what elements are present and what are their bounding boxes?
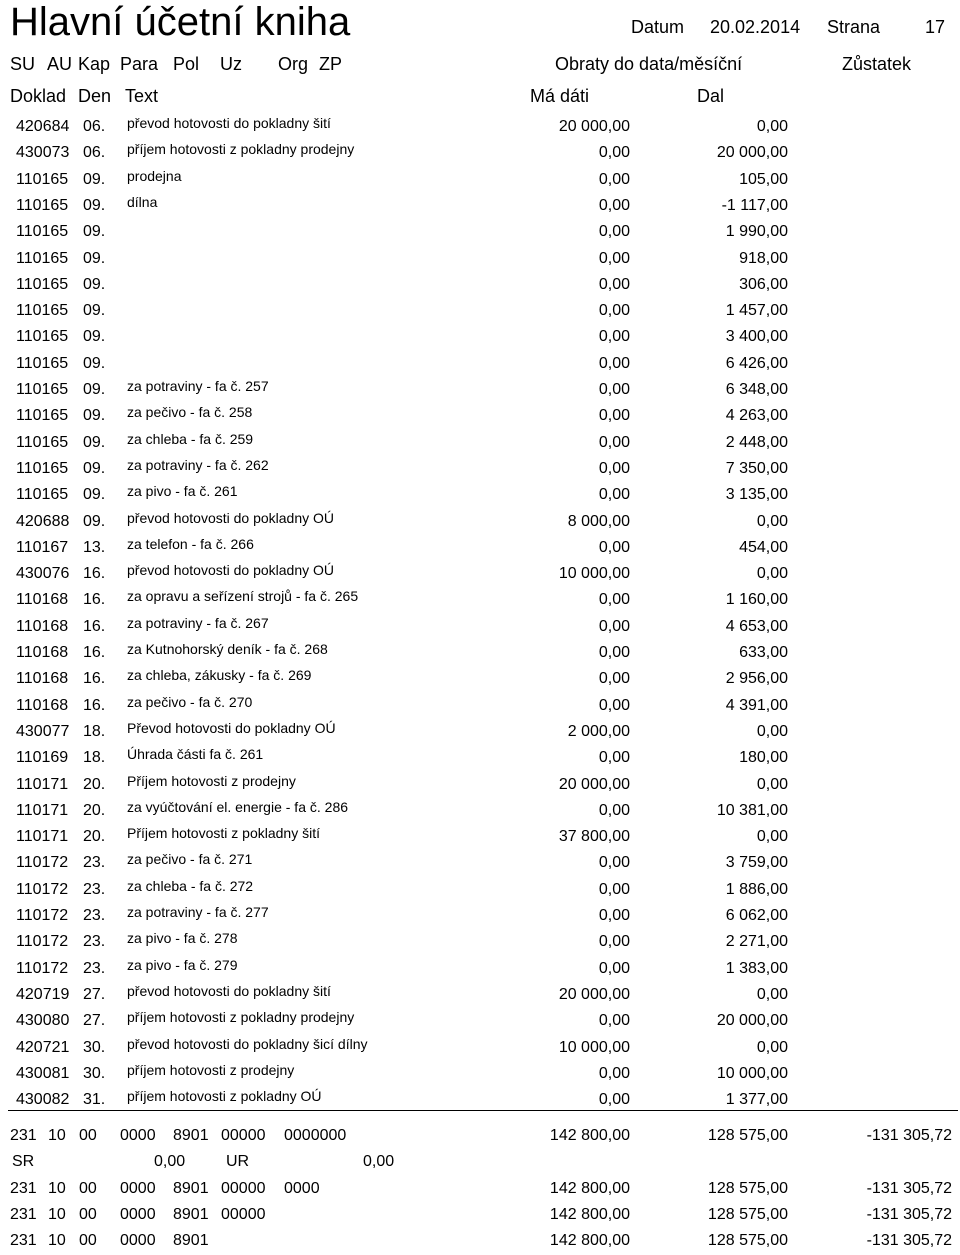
table-row [0, 878, 960, 904]
den-cell: 20. [83, 775, 106, 793]
summary-uz: 00000 [221, 1206, 266, 1223]
summary-para: 0000 [120, 1180, 156, 1197]
summary-zustatek: -131 305,72 [866, 1180, 952, 1197]
table-row [0, 273, 960, 299]
doklad-cell: 110172 [16, 959, 69, 977]
table-row [0, 957, 960, 983]
ma-dati-cell: 0,00 [598, 591, 630, 609]
doklad-cell: 430073 [16, 144, 70, 162]
dal-cell: 1 990,00 [725, 223, 788, 241]
doklad-cell: 110172 [16, 854, 69, 872]
summary-ma-dati: 142 800,00 [549, 1232, 630, 1249]
ma-dati-cell: 0,00 [598, 933, 630, 951]
summary-row [0, 1177, 960, 1203]
summary-para: 0000 [120, 1206, 156, 1223]
col-para: Para [120, 54, 159, 74]
summary-kap: 00 [79, 1127, 97, 1144]
den-cell: 09. [83, 512, 106, 530]
doklad-cell: 420688 [16, 512, 70, 530]
den-cell: 23. [83, 880, 106, 898]
den-cell: 23. [83, 933, 106, 951]
ma-dati-cell: 0,00 [598, 959, 630, 977]
summary-pol: 8901 [173, 1206, 209, 1223]
doklad-cell: 420684 [16, 118, 70, 135]
sr-value: 0,00 [154, 1153, 186, 1170]
den-cell: 18. [83, 749, 106, 767]
doklad-cell: 110172 [16, 907, 69, 924]
dal-cell: 1 160,00 [725, 591, 788, 609]
den-cell: 09. [83, 354, 106, 372]
den-cell: 09. [83, 302, 106, 320]
dal-cell: 454,00 [739, 538, 788, 556]
table-row [0, 325, 960, 351]
table-row [0, 588, 960, 614]
dal-cell: 918,00 [739, 249, 788, 267]
den-cell: 09. [83, 196, 106, 214]
ma-dati-cell: 20 000,00 [558, 775, 630, 793]
dal-cell: 6 426,00 [725, 354, 788, 372]
summary-dal: 128 575,00 [707, 1180, 788, 1197]
table-row [0, 115, 960, 141]
ma-dati-cell: 0,00 [598, 249, 630, 267]
ma-dati-cell: 0,00 [598, 196, 630, 214]
col-au: AU [47, 54, 73, 74]
summary-au: 10 [48, 1180, 66, 1197]
summary-su: 231 [10, 1180, 37, 1197]
text-cell: příjem hotovosti z prodejny [127, 1061, 295, 1078]
col-text: Text [125, 86, 159, 106]
doklad-cell: 110165 [16, 459, 69, 477]
summary-au: 10 [48, 1232, 66, 1249]
dal-cell: -1 117,00 [721, 196, 788, 214]
table-row [0, 930, 960, 956]
doklad-cell: 110165 [16, 381, 69, 398]
datum-value: 20.02.2014 [710, 17, 801, 37]
den-cell: 06. [83, 144, 106, 162]
text-cell: za pivo - fa č. 279 [127, 956, 238, 973]
doklad-cell: 110165 [16, 486, 69, 504]
ma-dati-cell: 0,00 [598, 433, 630, 451]
ma-dati-cell: 0,00 [598, 670, 630, 688]
den-cell: 09. [83, 328, 106, 346]
summary-su: 231 [10, 1206, 37, 1223]
col-den: Den [78, 86, 112, 106]
summary-kap: 00 [79, 1232, 97, 1249]
ma-dati-cell: 2 000,00 [567, 722, 630, 740]
summary-divider [8, 1110, 958, 1111]
den-cell: 09. [83, 170, 106, 188]
summary-su: 231 [10, 1232, 37, 1249]
dal-cell: 3 135,00 [725, 486, 788, 504]
page-title: Hlavní účetní kniha [10, 0, 351, 44]
table-row [0, 168, 960, 194]
table-row [0, 851, 960, 877]
summary-au: 10 [48, 1127, 66, 1144]
dal-cell: 180,00 [739, 749, 788, 767]
doklad-cell: 110167 [16, 538, 69, 556]
ma-dati-cell: 0,00 [598, 459, 630, 477]
summary-row [0, 1203, 960, 1229]
col-zustatek: Zůstatek [842, 54, 912, 74]
den-cell: 20. [83, 801, 106, 819]
sr-ur-row [0, 1150, 960, 1176]
den-cell: 09. [83, 275, 106, 293]
text-cell: převod hotovosti do pokladny šicí dílny [127, 1035, 368, 1052]
den-cell: 09. [83, 381, 106, 398]
dal-cell: 10 000,00 [716, 1064, 788, 1082]
den-cell: 23. [83, 854, 106, 872]
ma-dati-cell: 0,00 [598, 328, 630, 346]
table-row [0, 536, 960, 562]
den-cell: 09. [83, 486, 106, 504]
summary-kap: 00 [79, 1180, 97, 1197]
den-cell: 09. [83, 249, 106, 267]
den-cell: 31. [83, 1091, 106, 1109]
summary-zustatek: -131 305,72 [866, 1206, 952, 1223]
dal-cell: 1 377,00 [725, 1091, 788, 1109]
text-cell: za Kutnohorský deník - fa č. 268 [127, 641, 328, 657]
summary-ma-dati: 142 800,00 [549, 1206, 630, 1223]
doklad-cell: 110172 [16, 880, 69, 898]
den-cell: 09. [83, 459, 106, 477]
text-cell: za potraviny - fa č. 262 [127, 456, 269, 473]
summary-zustatek: -131 305,72 [866, 1232, 952, 1249]
table-row [0, 694, 960, 720]
doklad-cell: 110168 [16, 696, 69, 714]
summary-row [0, 1124, 960, 1150]
text-cell: za pivo - fa č. 261 [127, 483, 238, 500]
dal-cell: 0,00 [756, 565, 788, 583]
table-row [0, 904, 960, 930]
den-cell: 20. [83, 828, 106, 846]
dal-cell: 3 400,00 [725, 328, 788, 346]
text-cell: za telefon - fa č. 266 [127, 535, 254, 552]
doklad-cell: 420719 [16, 985, 70, 1003]
ma-dati-cell: 10 000,00 [558, 565, 630, 583]
text-cell: prodejna [127, 167, 182, 184]
doklad-cell: 110165 [16, 407, 69, 425]
text-cell: za potraviny - fa č. 267 [127, 614, 269, 631]
ma-dati-cell: 0,00 [598, 1064, 630, 1082]
den-cell: 09. [83, 407, 106, 425]
dal-cell: 0,00 [756, 985, 788, 1003]
dal-cell: 1 457,00 [725, 302, 788, 320]
sr-label: SR [12, 1153, 35, 1170]
den-cell: 09. [83, 223, 106, 241]
doklad-cell: 110165 [16, 433, 69, 451]
summary-uz: 00000 [221, 1180, 266, 1197]
den-cell: 30. [83, 1064, 106, 1082]
table-row [0, 615, 960, 641]
summary-org: 0000000 [284, 1127, 347, 1144]
dal-cell: 20 000,00 [716, 1012, 788, 1030]
den-cell: 27. [83, 1012, 106, 1030]
doklad-cell: 110169 [16, 749, 69, 767]
dal-cell: 20 000,00 [716, 144, 788, 162]
doklad-cell: 110171 [16, 828, 69, 846]
doklad-cell: 110168 [16, 670, 69, 688]
summary-dal: 128 575,00 [707, 1127, 788, 1144]
den-cell: 18. [83, 722, 106, 740]
ma-dati-cell: 37 800,00 [558, 828, 630, 846]
text-cell: za pečivo - fa č. 258 [127, 404, 253, 421]
text-cell: za chleba - fa č. 259 [127, 430, 254, 447]
dal-cell: 633,00 [739, 644, 788, 661]
text-cell: převod hotovosti do pokladny šití [127, 115, 331, 131]
den-cell: 16. [83, 565, 106, 583]
dal-cell: 7 350,00 [725, 459, 788, 477]
datum-label: Datum [631, 17, 685, 37]
ma-dati-cell: 10 000,00 [558, 1038, 630, 1056]
den-cell: 23. [83, 959, 106, 977]
table-row [0, 562, 960, 588]
ma-dati-cell: 20 000,00 [558, 985, 630, 1003]
ma-dati-cell: 0,00 [598, 1012, 630, 1030]
dal-cell: 1 383,00 [725, 959, 788, 977]
ma-dati-cell: 0,00 [598, 617, 630, 635]
table-row [0, 1009, 960, 1035]
dal-cell: 1 886,00 [725, 880, 788, 898]
dal-cell: 0,00 [756, 775, 788, 793]
ma-dati-cell: 0,00 [598, 644, 630, 661]
doklad-cell: 110165 [16, 170, 69, 188]
ur-value: 0,00 [363, 1153, 395, 1170]
table-row [0, 773, 960, 799]
doklad-cell: 430077 [16, 722, 70, 740]
ur-label: UR [226, 1153, 250, 1170]
text-cell: převod hotovosti do pokladny šití [127, 982, 331, 999]
table-row [0, 667, 960, 693]
table-row [0, 1062, 960, 1088]
table-row [0, 247, 960, 273]
ma-dati-cell: 0,00 [598, 381, 630, 398]
table-row [0, 431, 960, 457]
ma-dati-cell: 0,00 [598, 275, 630, 293]
dal-cell: 306,00 [739, 275, 788, 293]
text-cell: za chleba - fa č. 272 [127, 877, 254, 894]
table-row [0, 799, 960, 825]
dal-cell: 0,00 [756, 1038, 788, 1056]
text-cell: Převod hotovosti do pokladny OÚ [127, 719, 336, 736]
table-row [0, 194, 960, 220]
doklad-cell: 110165 [16, 354, 69, 372]
doklad-cell: 110172 [16, 933, 69, 951]
table-row [0, 1036, 960, 1062]
summary-kap: 00 [79, 1206, 97, 1223]
doklad-cell: 430081 [16, 1064, 70, 1082]
summary-org: 0000 [284, 1180, 320, 1197]
dal-cell: 0,00 [756, 512, 788, 530]
dal-cell: 4 653,00 [725, 617, 788, 635]
den-cell: 30. [83, 1038, 106, 1056]
ma-dati-cell: 0,00 [598, 170, 630, 188]
text-cell: za potraviny - fa č. 277 [127, 904, 269, 920]
summary-ma-dati: 142 800,00 [549, 1127, 630, 1144]
doklad-cell: 110165 [16, 249, 69, 267]
text-cell: za opravu a seřízení strojů - fa č. 265 [127, 588, 359, 605]
dal-cell: 0,00 [756, 828, 788, 846]
doklad-cell: 430082 [16, 1091, 70, 1109]
text-cell: za vyúčtování el. energie - fa č. 286 [127, 798, 349, 815]
summary-ma-dati: 142 800,00 [549, 1180, 630, 1197]
strana-label: Strana [827, 17, 881, 37]
ma-dati-cell: 0,00 [598, 223, 630, 241]
doklad-cell: 110168 [16, 617, 69, 635]
dal-cell: 4 391,00 [725, 696, 788, 714]
text-cell: za pečivo - fa č. 271 [127, 851, 253, 868]
strana-value: 17 [925, 17, 946, 37]
ma-dati-cell: 0,00 [598, 302, 630, 320]
ma-dati-cell: 0,00 [598, 486, 630, 504]
doklad-cell: 430080 [16, 1012, 70, 1030]
doklad-cell: 110165 [16, 223, 69, 241]
doklad-cell: 110171 [16, 801, 69, 819]
text-cell: převod hotovosti do pokladny OÚ [127, 509, 335, 526]
dal-cell: 2 448,00 [725, 433, 788, 451]
table-row [0, 510, 960, 536]
text-cell: za potraviny - fa č. 257 [127, 378, 269, 394]
den-cell: 16. [83, 644, 106, 661]
ma-dati-cell: 0,00 [598, 696, 630, 714]
den-cell: 16. [83, 670, 106, 688]
ma-dati-cell: 0,00 [598, 144, 630, 162]
den-cell: 23. [83, 907, 106, 924]
table-row [0, 352, 960, 378]
dal-cell: 0,00 [756, 722, 788, 740]
table-row [0, 299, 960, 325]
den-cell: 16. [83, 617, 106, 635]
summary-dal: 128 575,00 [707, 1206, 788, 1223]
col-ma-dati: Má dáti [530, 86, 590, 106]
den-cell: 16. [83, 696, 106, 714]
table-row [0, 825, 960, 851]
col-uz: Uz [220, 54, 242, 74]
col-dal: Dal [697, 86, 725, 106]
doklad-cell: 420721 [16, 1038, 70, 1056]
text-cell: Úhrada části fa č. 261 [127, 746, 264, 763]
dal-cell: 0,00 [756, 118, 788, 135]
table-row [0, 457, 960, 483]
col-org: Org [278, 54, 309, 74]
col-kap: Kap [78, 54, 111, 74]
summary-pol: 8901 [173, 1180, 209, 1197]
summary-au: 10 [48, 1206, 66, 1223]
dal-cell: 105,00 [739, 170, 788, 188]
ma-dati-cell: 0,00 [598, 749, 630, 767]
text-cell: dílna [127, 193, 158, 210]
table-row [0, 220, 960, 246]
col-pol: Pol [173, 54, 200, 74]
den-cell: 06. [83, 118, 106, 135]
ma-dati-cell: 0,00 [598, 354, 630, 372]
table-row [0, 746, 960, 772]
col-doklad: Doklad [10, 86, 67, 106]
col-obraty: Obraty do data/měsíční [555, 54, 743, 74]
table-row [0, 378, 960, 404]
summary-row [0, 1229, 960, 1255]
dal-cell: 6 348,00 [725, 381, 788, 398]
dal-cell: 10 381,00 [716, 801, 788, 819]
dal-cell: 4 263,00 [725, 407, 788, 425]
table-row [0, 404, 960, 430]
table-row [0, 141, 960, 167]
col-zp: ZP [319, 54, 343, 74]
summary-pol: 8901 [173, 1127, 209, 1144]
dal-cell: 2 956,00 [725, 670, 788, 688]
table-row [0, 983, 960, 1009]
doklad-cell: 430076 [16, 565, 70, 583]
ma-dati-cell: 0,00 [598, 907, 630, 924]
dal-cell: 6 062,00 [725, 907, 788, 924]
table-row [0, 720, 960, 746]
summary-su: 231 [10, 1127, 37, 1144]
ma-dati-cell: 0,00 [598, 801, 630, 819]
text-cell: převod hotovosti do pokladny OÚ [127, 562, 335, 579]
doklad-cell: 110165 [16, 328, 69, 346]
den-cell: 27. [83, 985, 106, 1003]
summary-zustatek: -131 305,72 [866, 1127, 952, 1144]
col-su: SU [10, 54, 36, 74]
ma-dati-cell: 0,00 [598, 407, 630, 425]
doklad-cell: 110168 [16, 591, 69, 609]
summary-para: 0000 [120, 1232, 156, 1249]
ma-dati-cell: 0,00 [598, 880, 630, 898]
summary-para: 0000 [120, 1127, 156, 1144]
table-row [0, 641, 960, 667]
dal-cell: 2 271,00 [725, 933, 788, 951]
ma-dati-cell: 0,00 [598, 854, 630, 872]
doklad-cell: 110168 [16, 644, 69, 661]
den-cell: 09. [83, 433, 106, 451]
ma-dati-cell: 0,00 [598, 538, 630, 556]
text-cell: příjem hotovosti z pokladny prodejny [127, 1009, 355, 1026]
doklad-cell: 110165 [16, 196, 69, 214]
summary-pol: 8901 [173, 1232, 209, 1249]
text-cell: Příjem hotovosti z prodejny [127, 772, 296, 789]
text-cell: příjem hotovosti z pokladny prodejny [127, 141, 355, 158]
ma-dati-cell: 0,00 [598, 1091, 630, 1109]
summary-dal: 128 575,00 [707, 1232, 788, 1249]
text-cell: za chleba, zákusky - fa č. 269 [127, 667, 312, 684]
ma-dati-cell: 8 000,00 [567, 512, 630, 530]
text-cell: příjem hotovosti z pokladny OÚ [127, 1088, 322, 1105]
text-cell: za pivo - fa č. 278 [127, 930, 238, 947]
table-row [0, 483, 960, 509]
ma-dati-cell: 20 000,00 [558, 118, 630, 135]
dal-cell: 3 759,00 [725, 854, 788, 872]
doklad-cell: 110165 [16, 302, 69, 320]
text-cell: za pečivo - fa č. 270 [127, 693, 253, 710]
den-cell: 16. [83, 591, 106, 609]
doklad-cell: 110171 [16, 775, 69, 793]
text-cell: Příjem hotovosti z pokladny šití [127, 825, 320, 842]
summary-uz: 00000 [221, 1127, 266, 1144]
doklad-cell: 110165 [16, 275, 69, 293]
den-cell: 13. [83, 538, 106, 556]
